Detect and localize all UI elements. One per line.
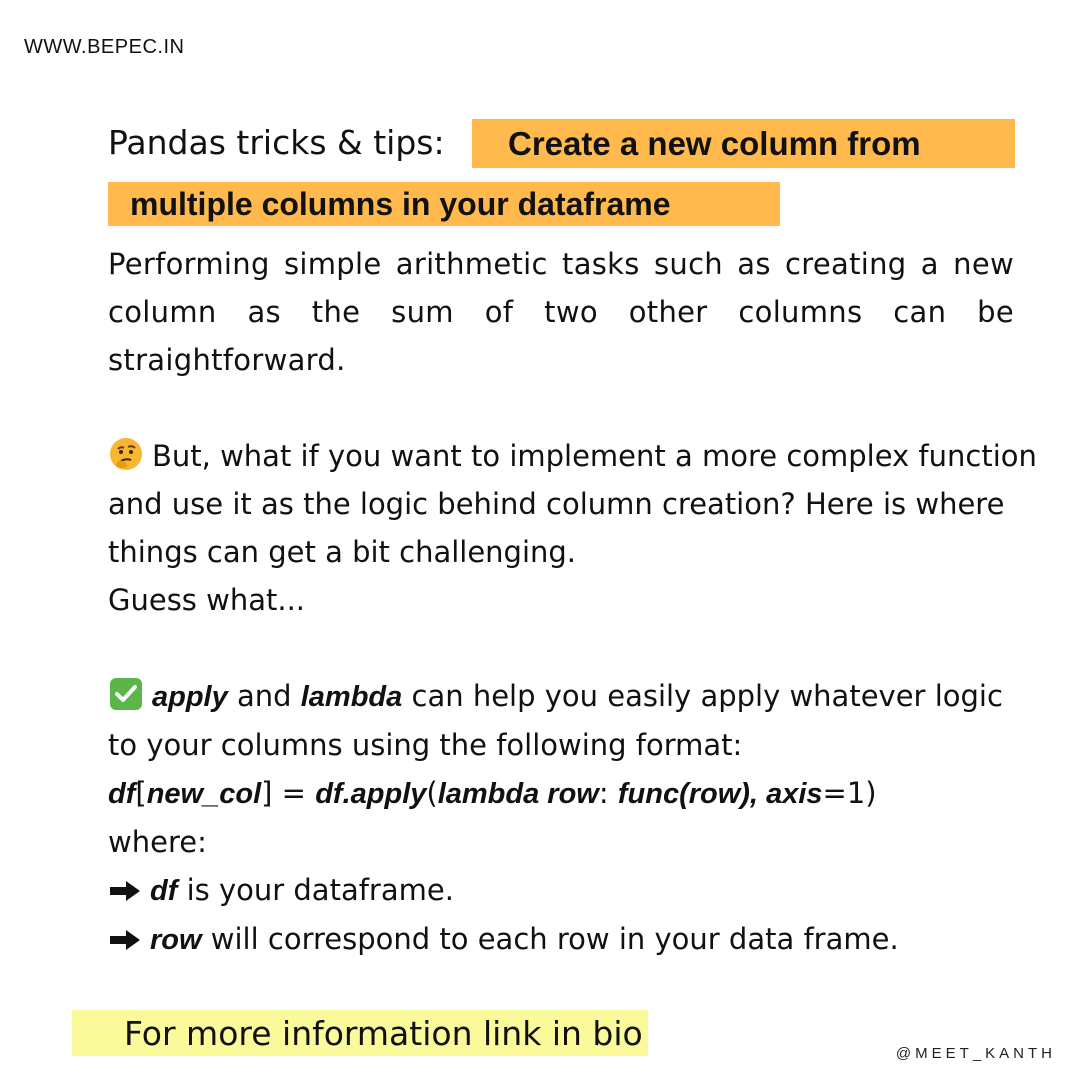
lambda-term: lambda [300,681,403,713]
question-paragraph [108,432,1037,624]
title-row [108,117,445,167]
code-axis: axis [766,778,823,810]
right-arrow-icon [108,879,142,903]
bullet-df-text: is your dataframe. [186,873,454,907]
answer-paragraph [108,672,1014,964]
footer-bio-link: For more information link in bio [72,1010,648,1056]
question-line-1 [108,432,1037,480]
title-prefix: Pandas tricks & tips: [108,122,445,162]
question-line-2: and use it as the logic behind column creation? Here is where [108,487,1005,521]
right-arrow-icon [108,928,142,952]
where-line: where: [108,825,207,859]
bullet-row-term: row [150,924,202,956]
code-assign: ] = [261,776,316,810]
code-line [108,769,1014,818]
check-mark-icon [108,676,144,712]
bullet-row-text: will correspond to each row in your data frame. [210,922,899,956]
code-func: func [617,778,680,810]
site-url: WWW.BEPEC.IN [24,36,185,58]
code-colon: : [598,776,618,810]
bullet-df-term: df [150,875,178,907]
code-lambda-row: lambda row [437,778,599,810]
answer-text-1: can help you easily apply whatever logic [411,679,1003,713]
title-highlight-line2: multiple columns in your dataframe [108,182,780,226]
question-text-1: But, what if you want to implement a more complex function [152,439,1037,473]
intro-paragraph: Performing simple arithmetic tasks such as creating a new column as the sum of two other columns can be straightforward. [108,247,1014,377]
and-word: and [236,679,292,713]
apply-term: apply [152,681,228,713]
code-axis-value: =1) [822,776,877,810]
bullet-row [108,915,1014,964]
code-row-arg: (row), [679,778,767,810]
author-handle: @MEET_KANTH [895,1045,1056,1062]
answer-line-2: to your columns using the following format: [108,728,743,762]
question-line-3: things can get a bit challenging. [108,535,577,569]
code-open-paren: ( [426,776,438,810]
code-open-bracket: [ [135,776,147,810]
title-highlight-line1: Create a new column from [472,119,1015,168]
code-df-apply: df.apply [315,778,427,810]
answer-line-1 [108,672,1014,721]
question-line-4: Guess what... [108,583,306,617]
code-df: df [108,778,136,810]
code-new-col: new_col [146,778,262,810]
thinking-face-icon [108,436,144,472]
bullet-df [108,866,1014,915]
